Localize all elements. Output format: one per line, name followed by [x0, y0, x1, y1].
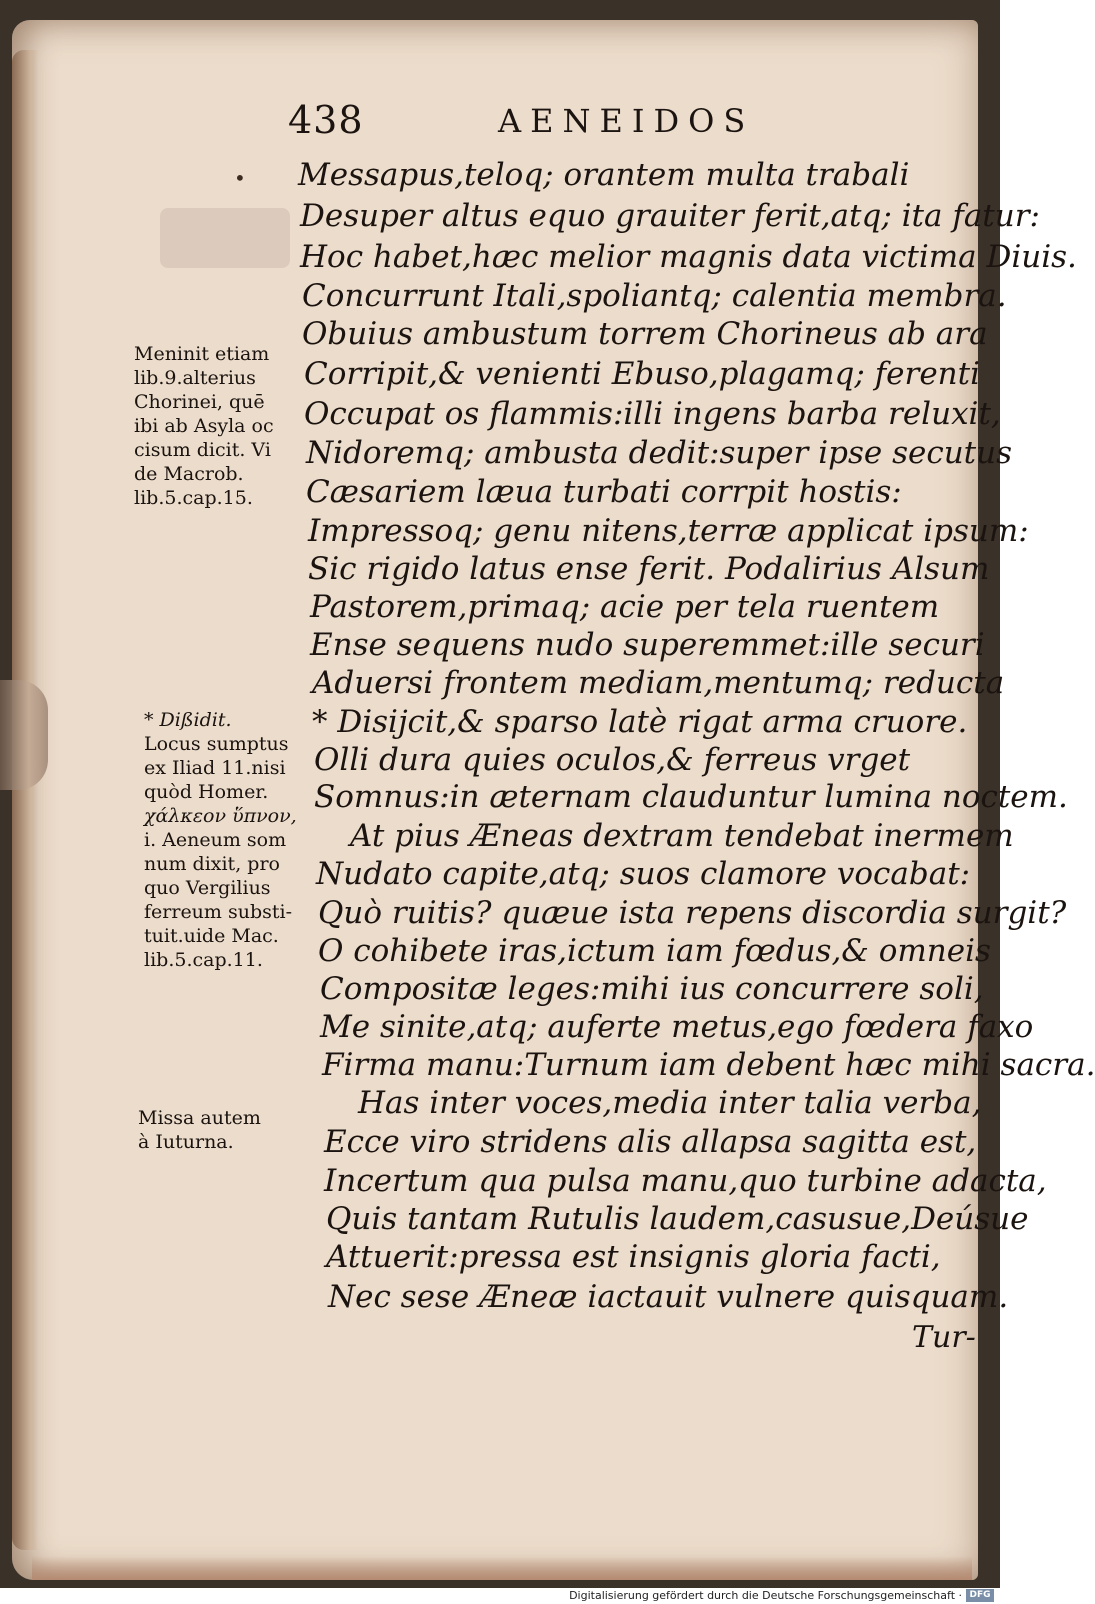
dfg-logo: DFG [966, 1589, 994, 1602]
note-line: Chorinei, quē [134, 391, 265, 413]
note-line: num dixit, pro [144, 853, 280, 875]
note-line: lib.9.alterius [134, 367, 256, 389]
verse-line: Occupat os flammis:illi ingens barba reluxit, [304, 396, 1001, 432]
verse-line: Me sinite,atq; auferte metus,ego fœdera faxo [320, 1009, 1034, 1045]
running-head: AENEIDOS [498, 102, 755, 140]
footer-bar [0, 1588, 1000, 1604]
note-line: lib.5.cap.15. [134, 487, 253, 509]
note-line: Meninit etiam [134, 343, 270, 365]
note-line: Locus sumptus [144, 733, 289, 755]
note-line: cisum dicit. Vi [134, 439, 271, 461]
note-line: ibi ab Asyla oc [134, 415, 274, 437]
note-line: à Iuturna. [138, 1131, 234, 1153]
verse-line: Cæsariem læua turbati corrpit hostis: [306, 474, 902, 510]
verse-line: Ense sequens nudo superemmet:ille securi [310, 627, 985, 663]
verse-line: Olli dura quies oculos,& ferreus vrget [314, 742, 911, 778]
verse-line: Messapus,teloq; orantem multa trabali [298, 157, 910, 193]
verse-line: Quò ruitis? quæue ista repens discordia surgit? [318, 895, 1067, 931]
verse-line: Somnus:in æternam clauduntur lumina noctem. [314, 779, 1068, 815]
margin-dot: • [234, 166, 246, 190]
verse-line: Corripit,& venienti Ebuso,plagamq; ferenti [304, 356, 981, 392]
note-line: quo Vergilius [144, 877, 271, 899]
verse-line: Firma manu:Turnum iam debent hæc mihi sacra. [322, 1047, 1095, 1083]
verse-line: Incertum qua pulsa manu,quo turbine adacta, [324, 1163, 1047, 1199]
margin-note-iuturna [138, 1106, 261, 1154]
note-line: lib.5.cap.11. [144, 949, 263, 971]
note-line: χάλκεον ὕπνον, [144, 805, 297, 827]
verse-line: Nudato capite,atq; suos clamore vocabat: [316, 856, 971, 892]
page-number: 438 [288, 98, 364, 142]
funding-credit: Digitalisierung gefördert durch die Deutsche Forschungsgemeinschaft · [569, 1589, 962, 1602]
verse-line: Obuius ambustum torrem Chorineus ab ara [302, 316, 988, 352]
note-line: Missa autem [138, 1107, 261, 1129]
verse-line: Ecce viro stridens alis allapsa sagitta est, [324, 1124, 977, 1160]
verse-line: Desuper altus equo grauiter ferit,atq; ita fatur: [300, 198, 1040, 234]
note-line: de Macrob. [134, 463, 244, 485]
margin-note-macrobius [134, 342, 274, 510]
verse-line: O cohibete iras,ictum iam fœdus,& omneis [318, 933, 991, 969]
note-line: ex Iliad 11.nisi [144, 757, 286, 779]
verse-line: Compositæ leges:mihi ius concurrere soli, [320, 971, 984, 1007]
verse-line: Nidoremq; ambusta dedit:super ipse secutus [306, 435, 1013, 471]
verse-line: Quis tantam Rutulis laudem,casusue,Deúsue [326, 1201, 1029, 1237]
verse-line: Aduersi frontem mediam,mentumq; reducta [312, 665, 1005, 701]
catchword: Tur- [912, 1320, 976, 1355]
note-line: i. Aeneum som [144, 829, 287, 851]
verse-line: Concurrunt Itali,spoliantq; calentia membra. [302, 278, 1007, 314]
note-line: tuit.uide Mac. [144, 925, 279, 947]
note-line: ferreum substi- [144, 901, 293, 923]
verse-line: Hoc habet,hæc melior magnis data victima Diuis. [300, 239, 1077, 275]
note-line: * Dißidit. [144, 709, 232, 731]
note-line: quòd Homer. [144, 781, 269, 803]
margin-note-iliad [144, 708, 297, 972]
verse-line: Pastorem,primaq; acie per tela ruentem [310, 589, 940, 625]
verse-line: Attuerit:pressa est insignis gloria facti, [326, 1239, 941, 1275]
verse-line: Nec sese Æneæ iactauit vulnere quisquam. [328, 1279, 1009, 1315]
verse-line: At pius Æneas dextram tendebat inermem [350, 818, 1014, 854]
verse-line: Impressoq; genu nitens,terræ applicat ipsum: [308, 513, 1029, 549]
verse-line: Has inter voces,media inter talia verba, [358, 1085, 982, 1121]
verse-line: * Disijcit,& sparso latè rigat arma cruore. [312, 704, 968, 740]
verse-line: Sic rigido latus ense ferit. Podalirius Alsum [308, 551, 990, 587]
